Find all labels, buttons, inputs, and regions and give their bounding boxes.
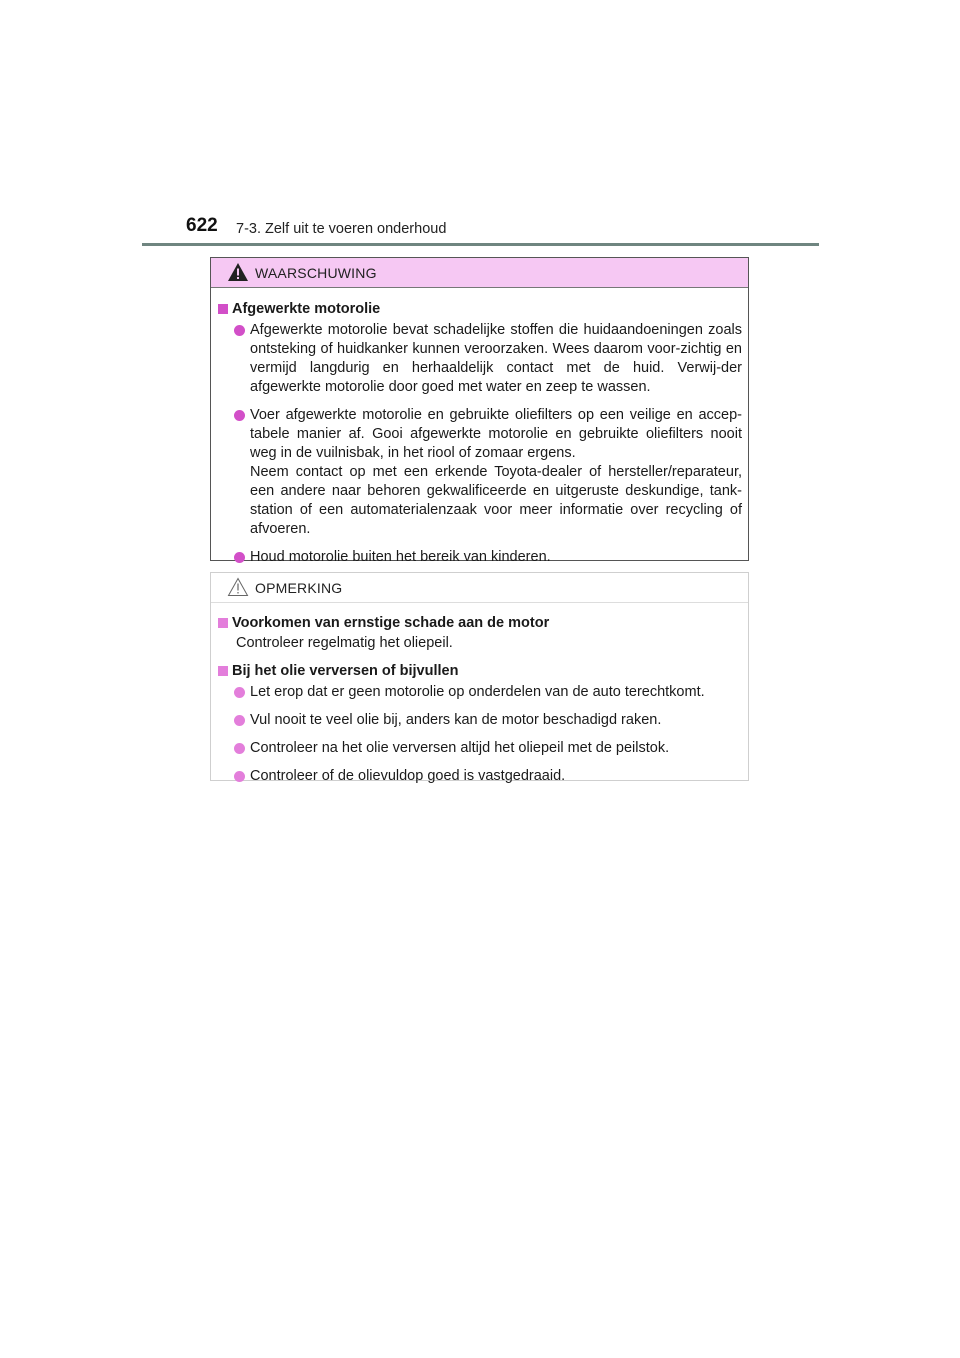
notice-bullet-text: Let erop dat er geen motorolie op onderdelen van de auto terechtkomt. xyxy=(250,684,705,700)
warning-triangle-icon xyxy=(227,262,249,282)
list-item xyxy=(217,767,742,786)
square-bullet-icon xyxy=(218,618,228,628)
warning-bullet-text: Houd motorolie buiten het bereik van kinderen. xyxy=(250,549,551,565)
round-bullet-icon xyxy=(234,687,245,698)
notice-title: OPMERKING xyxy=(255,580,343,596)
notice-bullet-text: Controleer of de olievuldop goed is vastgedraaid. xyxy=(250,768,566,784)
notice-bullet-text: Vul nooit te veel olie bij, anders kan de motor beschadigd raken. xyxy=(250,712,662,728)
notice-bullet-text: Controleer na het olie verversen altijd het oliepeil met de peilstok. xyxy=(250,740,670,756)
square-bullet-icon xyxy=(218,304,228,314)
round-bullet-icon xyxy=(234,325,245,336)
round-bullet-icon xyxy=(234,552,245,563)
notice-text: Controleer regelmatig het oliepeil. xyxy=(236,635,453,651)
round-bullet-icon xyxy=(234,410,245,421)
notice-box xyxy=(210,572,749,784)
list-item xyxy=(217,321,742,397)
notice-heading-text: Voorkomen van ernstige schade aan de motor xyxy=(232,615,550,631)
square-bullet-icon xyxy=(218,666,228,676)
list-item xyxy=(217,711,742,730)
page-number: 622 xyxy=(186,215,218,236)
warning-heading-text: Afgewerkte motorolie xyxy=(232,301,381,317)
notice-heading xyxy=(217,614,742,633)
section-title: 7-3. Zelf uit te voeren onderhoud xyxy=(236,221,447,237)
warning-bullet-text: Voer afgewerkte motorolie en gebruikte oliefilters op een veilige en accep-tabele manier af. Gooi afgewerkte motorolie en gebruikte oliefilters nooit weg in de vuilnisbak, in het riool of zomaar ergens. xyxy=(250,407,742,461)
warning-title: WAARSCHUWING xyxy=(255,265,377,281)
list-item xyxy=(217,406,742,539)
round-bullet-icon xyxy=(234,743,245,754)
warning-bullet-text: Afgewerkte motorolie bevat schadelijke stoffen die huidaandoeningen zoals ontsteking of huidkanker kunnen veroorzaken. Wees daarom voor-zichtig en vermijd langdurig en herhaaldelijk contact met de huid. Verwij-der afgewerkte motorolie door goed met water en zeep te wassen. xyxy=(250,322,742,395)
caution-outline-triangle-icon xyxy=(227,577,249,597)
warning-heading xyxy=(217,300,742,319)
notice-header xyxy=(211,573,748,603)
round-bullet-icon xyxy=(234,771,245,782)
round-bullet-icon xyxy=(234,715,245,726)
notice-heading xyxy=(217,662,742,681)
header-rule xyxy=(142,243,819,246)
list-item xyxy=(217,739,742,758)
notice-heading-text: Bij het olie verversen of bijvullen xyxy=(232,663,459,679)
warning-bullet-text: Neem contact op met een erkende Toyota-dealer of hersteller/reparateur, een andere naar behoren gekwalificeerde en uitgeruste deskundige, tank-station of een automaterialenzaak voor meer informatie over recycling of afvoeren. xyxy=(250,464,742,537)
warning-header xyxy=(211,258,748,288)
list-item xyxy=(217,548,742,567)
warning-box xyxy=(210,257,749,565)
list-item xyxy=(217,683,742,702)
